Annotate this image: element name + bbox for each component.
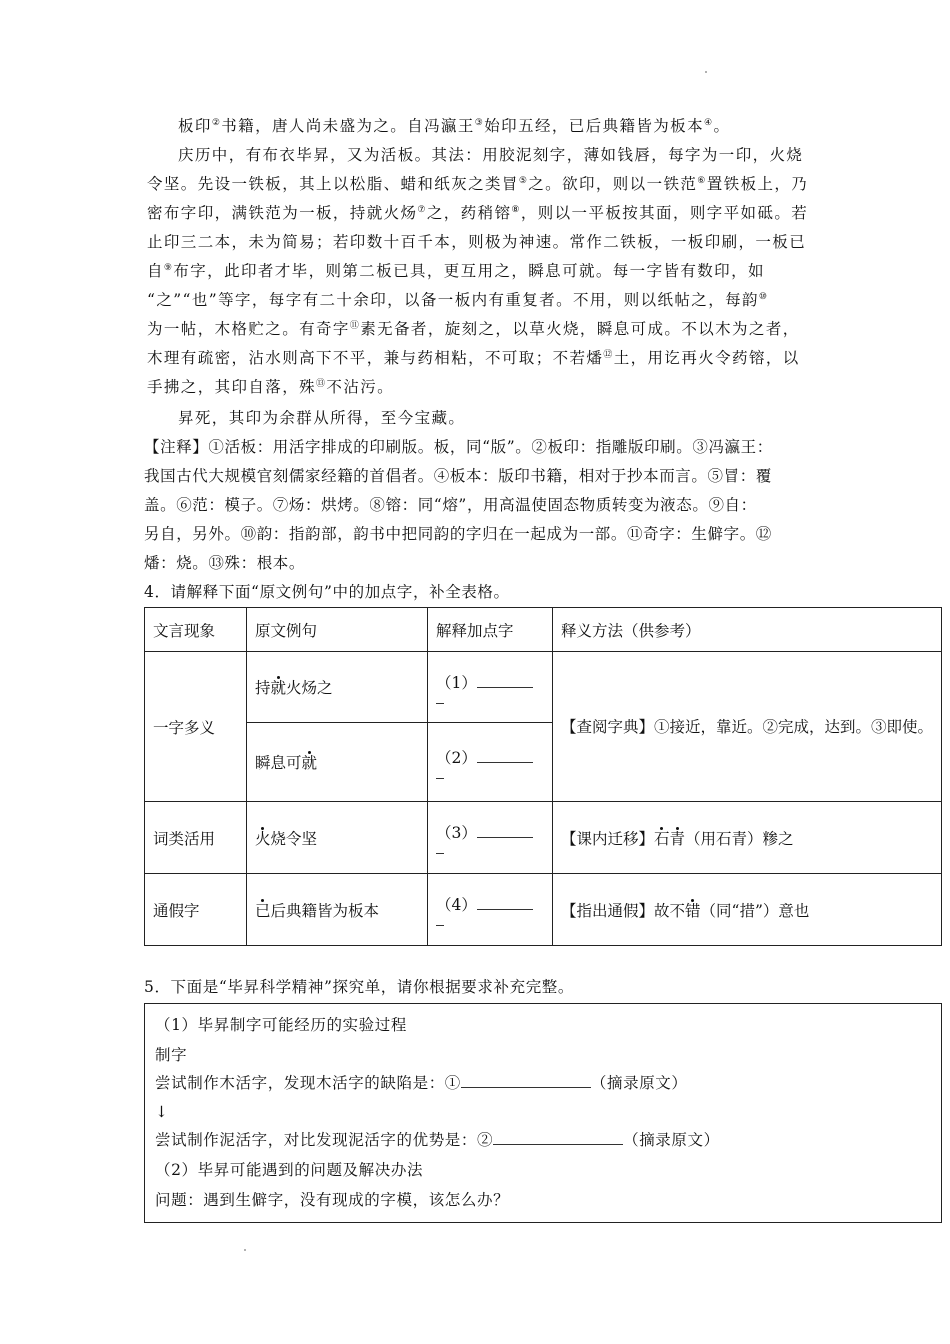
dotted-char: 就 <box>270 679 287 697</box>
text: （摘录原文） <box>590 1074 688 1092</box>
passage-line-9 <box>147 348 800 368</box>
answer-blank[interactable] <box>477 895 533 910</box>
answer-cell <box>428 802 553 874</box>
text: 后典籍皆为板本 <box>270 901 380 920</box>
text: 土，用讫再火令药镕，以 <box>613 349 800 367</box>
table-row <box>145 874 942 946</box>
answer-blank-2[interactable] <box>493 1130 623 1145</box>
header-cell: 文言现象 <box>145 608 247 652</box>
text: 木理有疏密，沾水则高下不平，兼与药相粘，不可取；不若燔 <box>147 349 604 367</box>
notes-line-3: 盖。⑥范：模子。⑦炀：烘烤。⑧镕：同“熔”，用高温使固态物质转变为液态。⑨自： <box>144 496 757 514</box>
text: 持 <box>255 679 271 697</box>
passage-line-11: 昇死，其印为余群从所得，至今宝藏。 <box>178 409 466 427</box>
note-mark: ② <box>211 118 222 128</box>
category-cell: 通假字 <box>145 874 247 946</box>
header-cell: 原文例句 <box>247 608 428 652</box>
answer-blank-tail <box>436 778 444 779</box>
passage-line-6 <box>147 261 765 281</box>
answer-blank-tail <box>436 925 444 926</box>
dotted-char: 就 <box>301 754 318 772</box>
note-mark: ⑫ <box>603 350 614 360</box>
answer-blank-1[interactable] <box>461 1073 591 1088</box>
blank-number: （4） <box>436 896 477 914</box>
q5-section-2-title: （2）毕昇可能遇到的问题及解决办法 <box>155 1161 424 1179</box>
note-mark: ⑧ <box>511 205 521 215</box>
example-cell <box>247 652 428 723</box>
text: 素无备者，旋刻之，以草火烧，瞬息可成。不以木为之者， <box>360 320 800 338</box>
notes-line-2: 我国古代大规模官刻儒家经籍的首倡者。④板本：版印书籍，相对于抄本而言。⑤冒：覆 <box>144 467 772 485</box>
notes-line-4: 另自，另外。⑩韵：指韵部，韵书中把同韵的字归在一起成为一部。⑪奇字：生僻字。⑫ <box>144 525 772 543</box>
header-cell: 解释加点字 <box>428 608 553 652</box>
text: 尝试制作木活字，发现木活字的缺陷是：① <box>155 1074 461 1092</box>
blank-number: （2） <box>436 748 477 767</box>
q5-line-1 <box>155 1073 688 1093</box>
dotted-char: 火 <box>255 829 271 848</box>
text: 自 <box>147 262 164 280</box>
text: 始印五经，已后典籍皆为板本 <box>484 117 704 135</box>
dotted-char: 青 <box>669 829 686 848</box>
text: 手拂之，其印自落，殊 <box>147 378 317 396</box>
note-mark: ③ <box>474 118 485 128</box>
text: 火炀之 <box>286 679 333 697</box>
note-mark: ⑨ <box>163 263 174 273</box>
answer-cell <box>428 723 553 802</box>
blank-number: （1） <box>436 673 477 692</box>
notes-line-5: 燔：烧。⑬殊：根本。 <box>144 554 306 572</box>
note-mark: ⑩ <box>758 292 769 302</box>
answer-blank-tail <box>436 703 444 704</box>
note-mark: ⑬ <box>316 379 327 389</box>
passage-line-4 <box>147 203 808 223</box>
text: 不沾污。 <box>326 378 395 396</box>
text: 为一帖，木格贮之。有奇字 <box>147 320 350 338</box>
method-cell <box>553 802 942 874</box>
text: 瞬息可 <box>255 754 302 772</box>
answer-blank-tail <box>436 853 444 854</box>
text: （摘录原文） <box>623 1131 720 1149</box>
dotted-char: 石 <box>654 829 670 848</box>
blank-number: （3） <box>436 824 477 842</box>
table-header-row <box>145 608 942 652</box>
q5-section-1-title: （1）毕昇制字可能经历的实验过程 <box>155 1016 407 1034</box>
text: 令坚。先设一铁板，其上以松脂、蜡和纸灰之类冒 <box>147 175 519 193</box>
scan-dot <box>244 1249 246 1251</box>
note-mark: ⑦ <box>417 205 427 215</box>
text: 。 <box>713 117 731 135</box>
note-mark: ⑤ <box>518 176 529 186</box>
q5-box <box>144 1003 942 1223</box>
text: （用石青）糁之 <box>685 829 794 848</box>
category-cell: 词类活用 <box>145 802 247 874</box>
q5-line-2 <box>155 1130 720 1150</box>
method-cell: 【查阅字典】①接近，靠近。②完成，达到。③即使。 <box>553 652 942 802</box>
answer-blank[interactable] <box>477 673 533 688</box>
dotted-char: 错 <box>685 901 701 920</box>
scan-dot <box>705 71 707 73</box>
text: 之，药稍镕 <box>426 204 512 222</box>
text: “之”“也”等字，每字有二十余印，以备一板内有重复者。不用，则以纸帖之，每韵 <box>147 291 759 309</box>
text: 【课内迁移】 <box>561 829 655 848</box>
text: 置铁板上，乃 <box>706 175 809 193</box>
category-cell: 一字多义 <box>145 652 247 802</box>
passage-line-8 <box>147 319 800 339</box>
passage-line-7 <box>147 290 768 310</box>
q5-prompt: 5．下面是“毕昇科学精神”探究单，请你根据要求补充完整。 <box>144 978 575 996</box>
note-mark: ④ <box>703 118 714 128</box>
q5-label: 制字 <box>155 1046 188 1064</box>
notes-line-1: 【注释】①活板：用活字排成的印刷版。板，同“版”。②板印：指雕版印刷。③冯瀛王： <box>144 438 773 456</box>
answer-blank[interactable] <box>477 823 533 838</box>
answer-blank[interactable] <box>477 748 533 763</box>
answer-cell <box>428 652 553 723</box>
note-mark: ⑪ <box>349 321 361 331</box>
q5-problem-line: 问题：遇到生僻字，没有现成的字模，该怎么办？ <box>155 1191 510 1209</box>
header-cell: 释义方法（供参考） <box>553 608 942 652</box>
passage-line-3 <box>147 174 808 194</box>
text: 书籍，唐人尚未盛为之。自冯瀛王 <box>221 117 475 135</box>
text: （同“措”）意也 <box>700 901 810 920</box>
passage-line-5: 止印三二本，未为简易；若印数十百千本，则极为神速。常作二铁板，一板印刷，一板已 <box>147 233 807 251</box>
table-row <box>145 652 942 723</box>
text: 烧令坚 <box>270 829 318 848</box>
text: 密布字印，满铁范为一板，持就火炀 <box>147 204 418 222</box>
q4-table <box>144 607 942 946</box>
passage-line-2: 庆历中，有布衣毕昇，又为活板。其法：用胶泥刻字，薄如钱唇，每字为一印，火烧 <box>178 146 804 164</box>
passage-line-1 <box>178 116 730 136</box>
text: ，则以一平板按其面，则字平如砥。若 <box>520 204 809 222</box>
text: 布字，此印者才毕，则第二板已具，更互用之，瞬息可就。每一字皆有数印，如 <box>173 262 765 280</box>
method-cell <box>553 874 942 946</box>
example-cell <box>247 874 428 946</box>
arrow-down-icon: ↓ <box>155 1103 169 1121</box>
table-row <box>145 802 942 874</box>
passage-line-10 <box>147 377 394 397</box>
text: 之。欲印，则以一铁范 <box>528 175 698 193</box>
example-cell <box>247 802 428 874</box>
text: 板印 <box>178 117 212 135</box>
note-mark: ⑥ <box>697 176 707 186</box>
text: 尝试制作泥活字，对比发现泥活字的优势是：② <box>155 1131 494 1149</box>
answer-cell <box>428 874 553 946</box>
dotted-char: 已 <box>255 901 271 920</box>
example-cell <box>247 723 428 802</box>
text: 【指出通假】故不 <box>561 901 686 920</box>
q4-prompt: 4．请解释下面“原文例句”中的加点字，补全表格。 <box>144 583 510 601</box>
